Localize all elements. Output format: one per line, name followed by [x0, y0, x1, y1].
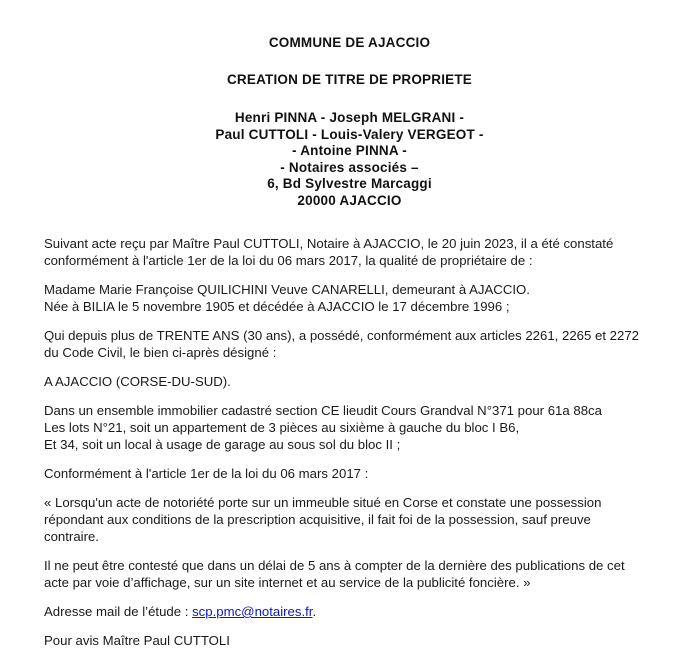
citation-line-3: contraire.: [44, 529, 99, 544]
paragraph-adresse-mail: [44, 603, 669, 620]
document-header: [0, 0, 699, 209]
possession-line-2: du Code Civil, le bien ci-après désigné :: [44, 345, 277, 360]
possession-line-1: Qui depuis plus de TRENTE ANS (30 ans), a possédé, conformément aux articles 2261, 2265 et 2272: [44, 328, 639, 343]
acte-recu-line-2: conformément à l'article 1er de la loi du 06 mars 2017, la qualité de propriétaire de :: [44, 253, 533, 268]
paragraph-designation: [44, 402, 669, 453]
commune-heading: COMMUNE DE AJACCIO: [268, 35, 431, 50]
notary-firm-block: [0, 110, 699, 209]
firm-line-2: Paul CUTTOLI - Louis-Valery VERGEOT -: [215, 126, 484, 142]
document-body: [0, 209, 699, 649]
signature-line-1: Pour avis Maître Paul CUTTOLI: [44, 633, 230, 648]
paragraph-signature: [44, 632, 669, 649]
designation-line-3: Et 34, soit un local à usage de garage au sous sol du bloc II ;: [44, 437, 401, 452]
contestation-line-1: Il ne peut être contesté que dans un délai de 5 ans à compter de la dernière des publications de cet: [44, 558, 625, 573]
firm-line-3: - Antoine PINNA -: [292, 143, 407, 158]
citation-line-1: « Lorsqu'un acte de notoriété porte sur un immeuble situé en Corse et constate une possession: [44, 495, 602, 510]
proprietaire-line-1: Madame Marie Françoise QUILICHINI Veuve CANARELLI, demeurant à AJACCIO.: [44, 282, 530, 297]
firm-line-1: Henri PINNA - Joseph MELGRANI -: [234, 110, 465, 125]
conformite-line-1: Conformément à l'article 1er de la loi du 06 mars 2017 :: [44, 466, 369, 481]
paragraph-proprietaire: [44, 281, 669, 315]
paragraph-acte-recu: [44, 235, 669, 269]
designation-line-2: Les lots N°21, soit un appartement de 3 pièces au sixième à gauche du bloc I B6,: [44, 420, 520, 435]
localisation-line-1: A AJACCIO (CORSE-DU-SUD).: [44, 374, 231, 389]
paragraph-possession: [44, 327, 669, 361]
adresse-mail-label: Adresse mail de l’étude :: [44, 604, 193, 619]
paragraph-localisation: [44, 373, 669, 390]
adresse-mail-suffix: .: [312, 604, 317, 619]
email-link[interactable]: scp.pmc@notaires.fr: [192, 604, 313, 619]
contestation-line-2: acte par voie d’affichage, sur un site internet et au service de la publicité foncière. »: [44, 575, 531, 590]
citation-line-2: répondant aux conditions de la prescription acquisitive, il fait foi de la possession, sauf preuve: [44, 512, 591, 527]
page-title: CREATION DE TITRE DE PROPRIETE: [226, 72, 473, 87]
firm-address-city: 20000 AJACCIO: [297, 192, 402, 208]
acte-recu-line-1: Suivant acte reçu par Maître Paul CUTTOLI, Notaire à AJACCIO, le 20 juin 2023, il a été constaté: [44, 236, 614, 251]
paragraph-conformite: [44, 465, 669, 482]
paragraph-contestation: [44, 557, 669, 591]
designation-line-1: Dans un ensemble immobilier cadastré section CE lieudit Cours Grandval N°371 pour 61a 88ca: [44, 403, 602, 418]
paragraph-citation: [44, 494, 669, 545]
proprietaire-line-2: Née à BILIA le 5 novembre 1905 et décédée à AJACCIO le 17 décembre 1996 ;: [44, 299, 510, 314]
firm-line-4: - Notaires associés –: [280, 159, 419, 175]
firm-address-street: 6, Bd Sylvestre Marcaggi: [267, 176, 432, 191]
